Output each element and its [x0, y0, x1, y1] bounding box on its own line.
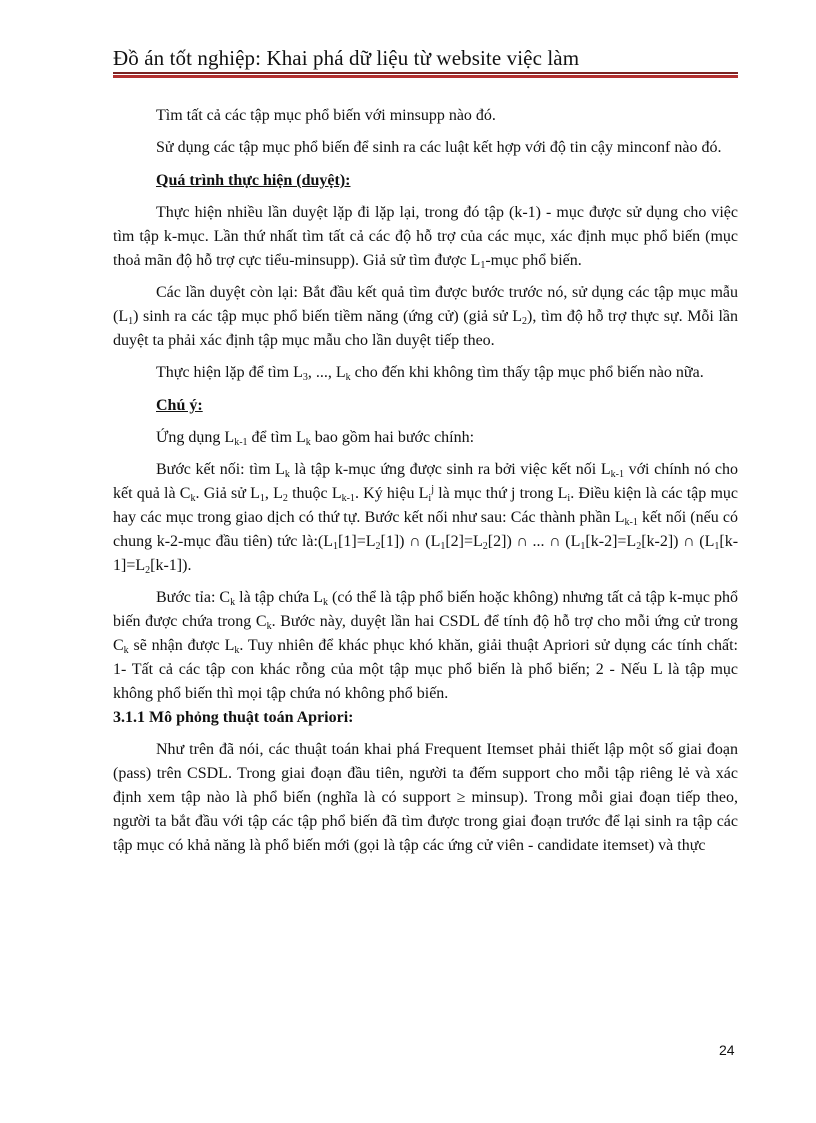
paragraph-join-step: Bước kết nối: tìm $L_k$ là tập k-mục ứng được sinh ra bởi việc kết nối $L_{k-1}$ với chính nó cho kết quả là $C_k$. Giả sử $L_1$, $L_2$ thuộc $L_{k-1}$. Ký hiệu $L_i^j$ là mục thứ j trong $L_i$. Điều kiện là các tập mục hay các mục trong giao dịch có thứ tự. Bước kết nối như sau: Các thành phần $L_{k-1}$ kết nối (nếu có chung k-2-mục đầu tiên) tức $là:(L_1[1]=L_2[1])$ ∩ $(L_1[2]=L_2[2])$ ∩ ... ∩ $(L_1[k-2]=L_2[k-2])$ ∩ $(L_1[k-1]=L_2[k-1])$. [113, 461, 739, 576]
page-number: 24 [719, 1042, 735, 1058]
subheading-process: Quá trình thực hiện (duyệt): [156, 172, 351, 189]
section-heading: 3.1.1 Mô phỏng thuật toán Apriori: [113, 709, 354, 726]
paragraph-iterate: Thực hiện lặp để tìm $L_3$, ..., $L_k$ cho đến khi không tìm thấy tập mục phổ biến nào nữa. [156, 364, 704, 383]
running-header: Đồ án tốt nghiệp: Khai phá dữ liệu từ website việc làm [113, 46, 580, 70]
paragraph-minsupp: Tìm tất cả các tập mục phổ biến với minsupp nào đó. [156, 107, 496, 124]
paragraph-two-steps: Ứng dụng $L_{k-1}$ để tìm $L_k$ bao gồm hai bước chính: [156, 429, 475, 448]
paragraph-prune-step: Bước tỉa: $C_k$ là tập chứa $L_k$ (có thể là tập phổ biến hoặc không) nhưng tất cả tập k-mục phổ biến được chứa trong $C_k$. Bước này, duyệt lần hai CSDL để tính độ hỗ trợ cho mỗi ứng cử trong $C_k$ sẽ nhận được $L_k$. Tuy nhiên để khác phục khó khăn, giải thuật Apriori sử dụng các tính chất: 1- Tất cả các tập con khác rỗng của một tập mục phổ biến là phổ biến; 2 - Nếu L là tập mục không phổ biến thì mọi tập chứa nó không phổ biến. [113, 589, 739, 702]
header-rule-thin [113, 72, 738, 74]
paragraph-remaining-passes: Các lần duyệt còn lại: Bắt đầu kết quả tìm được bước trước nó, sử dụng các tập mục mẫu $(L_1)$ sinh ra các tập mục phổ biến tiềm năng (ứng cử) (giả sử $L_2$), tìm độ hỗ trợ thực sự. Mỗi lần duyệt ta phải xác định tập mục mẫu cho lần duyệt tiếp theo. [113, 284, 739, 349]
paragraph-first-pass: Thực hiện nhiều lần duyệt lặp đi lặp lại, trong đó tập (k-1) - mục được sử dụng cho việc tìm tập k-mục. Lần thứ nhất tìm tất cả các độ hỗ trợ của các mục, xác định mục phổ biến (mục thoả mãn độ hỗ trợ cực tiểu-minsupp). Giả sử tìm được $L_1$-mục phổ biến. [113, 204, 738, 271]
body-text [113, 104, 738, 858]
subheading-note: Chú ý: [156, 397, 203, 414]
paragraph-apriori-simulation: Như trên đã nói, các thuật toán khai phá Frequent Itemset phải thiết lập một số giai đoạn (pass) trên CSDL. Trong giai đoạn đầu tiên, người ta đếm support cho mỗi tập riêng lẻ và xác định xem tập nào là phổ biến (nghĩa là có support ≥ minsup). Trong mỗi giai đoạn tiếp theo, người ta bắt đầu với tập các tập phổ biến đã tìm được trong giai đoạn trước để lại sinh ra tập các tập mục có khả năng là phổ biến mới (gọi là tập các ứng cử viên - candidate itemset) và thực [113, 741, 738, 854]
header-rule-thick [113, 75, 738, 78]
paragraph-minconf: Sử dụng các tập mục phổ biến để sinh ra các luật kết hợp với độ tin cậy minconf nào đó. [156, 139, 722, 156]
